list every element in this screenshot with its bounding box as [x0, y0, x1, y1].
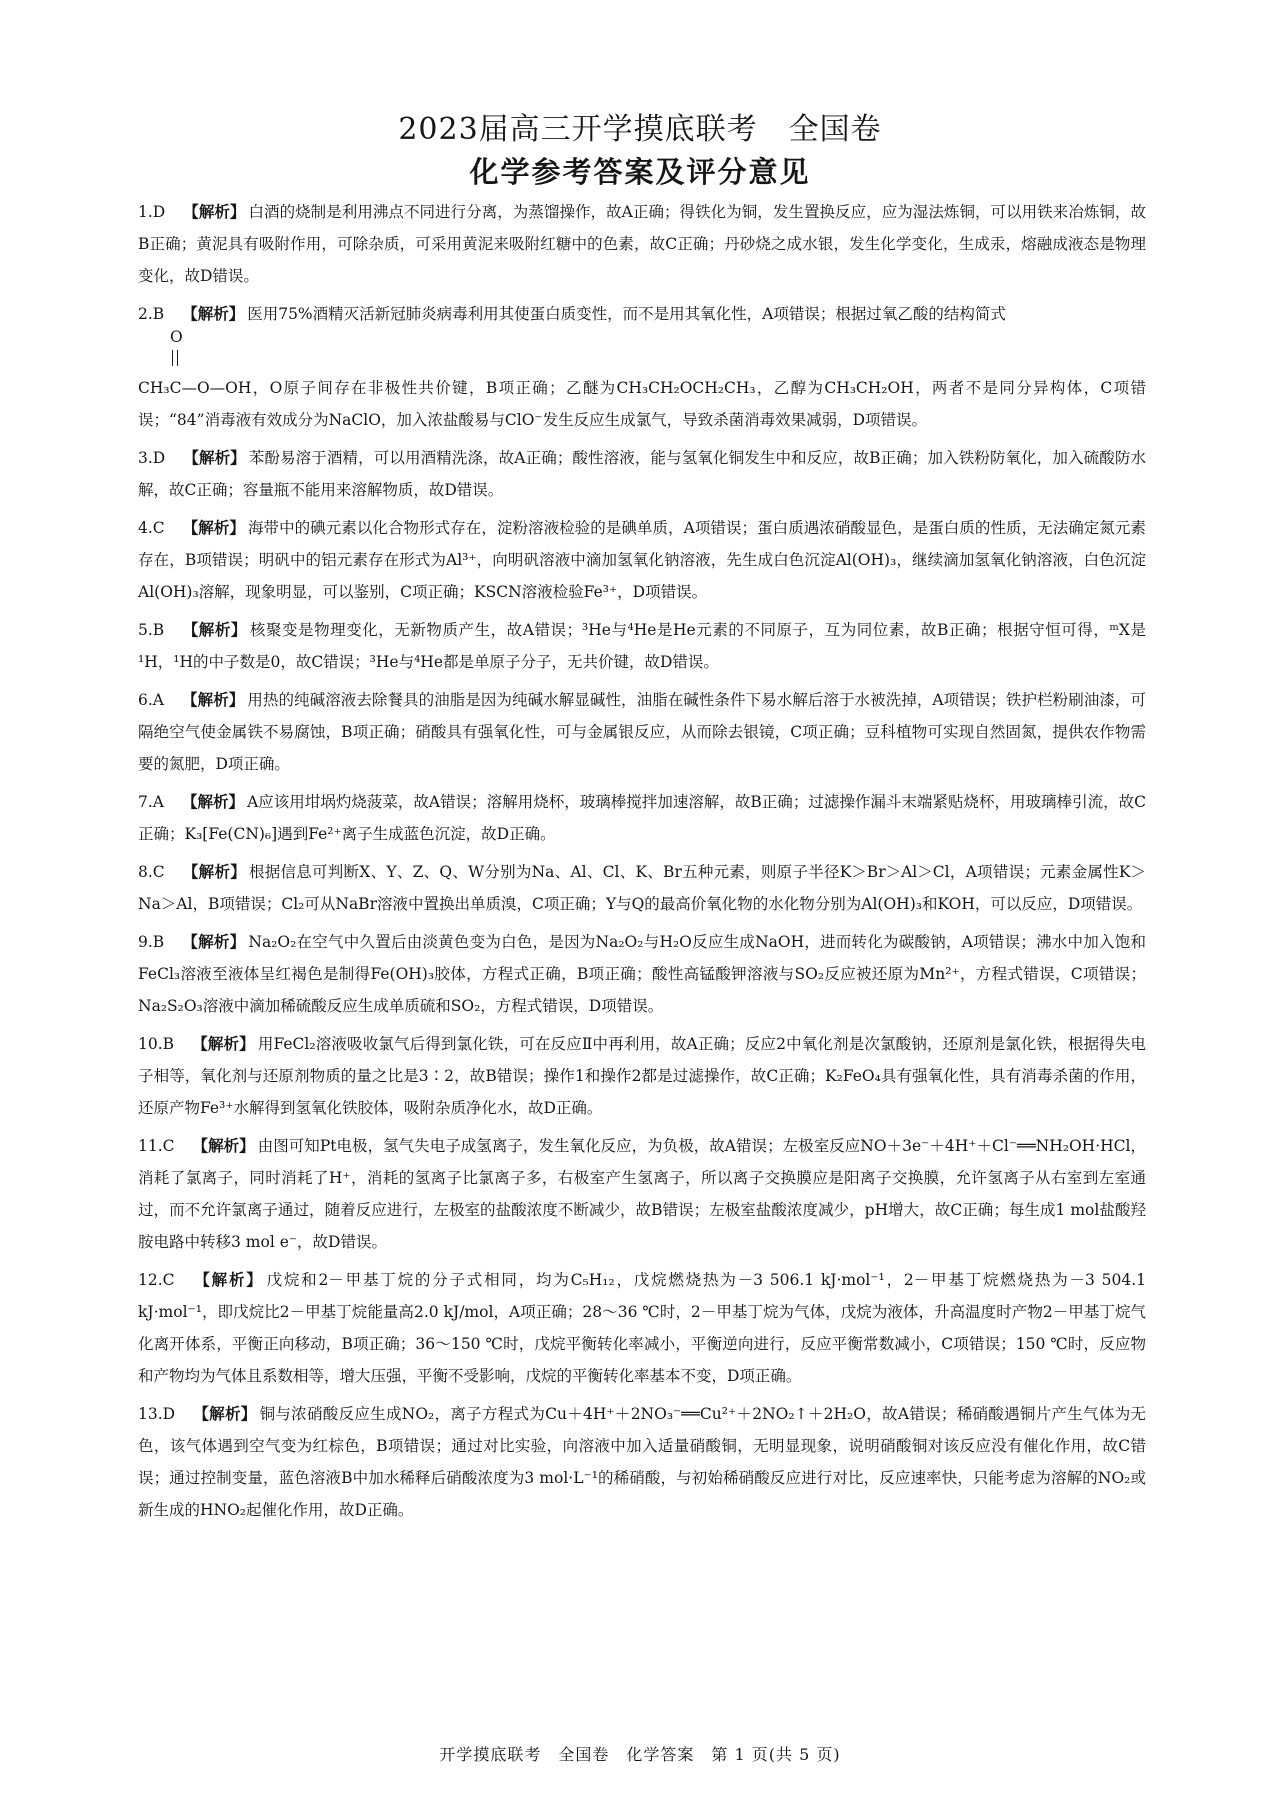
answer-number: 8.C: [138, 863, 165, 881]
answer-number: 10.B: [138, 1035, 175, 1053]
analysis-tag: 【解析】: [183, 448, 246, 467]
answer-number: 6.A: [138, 691, 164, 709]
answer-item-10: [138, 1028, 1146, 1124]
analysis-tag: 【解析】: [192, 1270, 264, 1289]
structural-formula: [138, 330, 1146, 372]
answer-number: 9.B: [138, 933, 165, 951]
page-subtitle: 化学参考答案及评分意见: [469, 155, 811, 189]
answer-text: 海带中的碘元素以化合物形式存在，淀粉溶液检验的是碘单质，A项错误；蛋白质遇浓硝酸显色，是蛋白质的性质，无法确定氮元素存在，B项错误；明矾中的铝元素存在形式为Al³⁺，向明矾溶液中滴加氢氧化钠溶液，先生成白色沉淀Al(OH)₃，继续滴加氢氧化钠溶液，白色沉淀Al(OH)₃溶解，现象明显，可以鉴别，C项正确；KSCN溶液检验Fe³⁺，D项错误。: [138, 519, 1146, 601]
answer-text: Na₂O₂在空气中久置后由淡黄色变为白色，是因为Na₂O₂与H₂O反应生成NaOH，进而转化为碳酸钠，A项错误；沸水中加入饱和FeCl₃溶液至液体呈红褐色是制得Fe(OH)₃胶体，方程式正确，B项正确；酸性高锰酸钾溶液与SO₂反应被还原为Mn²⁺，方程式错误，C项错误；Na₂S₂O₃溶液中滴加稀硫酸反应生成单质硫和SO₂，方程式错误，D项错误。: [138, 933, 1146, 1015]
answer-item-6: [138, 684, 1146, 780]
answer-number: 13.D: [138, 1405, 176, 1423]
answer-item-3: [138, 442, 1146, 506]
analysis-tag: 【解析】: [181, 690, 245, 709]
answer-text: 由图可知Pt电极，氢气失电子成氢离子，发生氧化反应，为负极，故A错误；左极室反应NO＋3e⁻＋4H⁺＋Cl⁻══NH₂OH·HCl，消耗了氯离子，同时消耗了H⁺，消耗的氢离子比氯离子多，右极室产生氢离子，所以离子交换膜应是阳离子交换膜，允许氢离子从右室到左室通过，而不允许氯离子通过，随着反应进行，左极室的盐酸浓度不断减少，故B错误；左极室盐酸浓度减少，pH增大，故C正确；每生成1 mol盐酸羟胺电路中转移3 mol e⁻，故D错误。: [138, 1137, 1146, 1251]
answer-text: CH₃C—O—OH，O原子间存在非极性共价键，B项正确；乙醚为CH₃CH₂OCH₂CH₃，乙醇为CH₃CH₂OH，两者不是同分异构体，C项错误；“84”消毒液有效成分为NaClO，加入浓盐酸易与ClO⁻发生反应生成氯气，导致杀菌消毒效果减弱，D项错误。: [138, 379, 1146, 429]
answer-number: 7.A: [138, 793, 164, 811]
double-bond-mark: [172, 350, 178, 366]
analysis-tag: 【解析】: [182, 518, 245, 537]
answer-item-5: [138, 614, 1146, 678]
answer-item-9: [138, 926, 1146, 1022]
analysis-tag: 【解析】: [192, 1034, 255, 1053]
page-title: 2023届高三开学摸底联考 全国卷: [398, 112, 882, 147]
answer-item-2-continued: [138, 372, 1146, 436]
answer-text: 用FeCl₂溶液吸收氯气后得到氯化铁，可在反应Ⅱ中再利用，故A正确；反应2中氧化剂是次氯酸钠，还原剂是氯化铁，根据得失电子相等，氧化剂与还原剂物质的量之比是3∶2，故B错误；操作1和操作2都是过滤操作，故C正确；K₂FeO₄具有强氧化性，具有消毒杀菌的作用，还原产物Fe³⁺水解得到氢氧化铁胶体，吸附杂质净化水，故D正确。: [138, 1035, 1146, 1117]
answer-item-13: [138, 1398, 1146, 1526]
analysis-tag: 【解析】: [183, 202, 246, 221]
answer-item-7: [138, 786, 1146, 850]
answer-text: 戊烷和2－甲基丁烷的分子式相同，均为C₅H₁₂，戊烷燃烧热为－3 506.1 kJ·mol⁻¹，2－甲基丁烷燃烧热为－3 504.1 kJ·mol⁻¹，即戊烷比2－甲基丁烷能量高2.0 kJ/mol，A项正确；28～36 ℃时，2－甲基丁烷为气体，戊烷为液体，升高温度时产物2－甲基丁烷气化离开体系，平衡正向移动，B项正确；36～150 ℃时，戊烷平衡转化率减小，平衡逆向进行，反应平衡常数减小，C项错误；150 ℃时，反应物和产物均为气体且系数相等，增大压强，平衡不受影响，戊烷的平衡转化率基本不变，D项正确。: [138, 1271, 1146, 1385]
answer-text: 苯酚易溶于酒精，可以用酒精洗涤，故A正确；酸性溶液，能与氢氧化铜发生中和反应，故B正确；加入铁粉防氧化，加入硫酸防水解，故C正确；容量瓶不能用来溶解物质，故D错误。: [138, 449, 1146, 499]
answer-number: 12.C: [138, 1271, 175, 1289]
formula-oxygen-label: O: [170, 328, 183, 346]
analysis-tag: 【解析】: [182, 620, 247, 639]
answer-number: 3.D: [138, 449, 166, 467]
page-footer: 开学摸底联考 全国卷 化学答案 第 1 页(共 5 页): [439, 1745, 841, 1764]
answer-text: 用热的纯碱溶液去除餐具的油脂是因为纯碱水解显碱性，油脂在碱性条件下易水解后溶于水被洗掉，A项错误；铁护栏粉刷油漆，可隔绝空气使金属铁不易腐蚀，B项正确；硝酸具有强氧化性，可与金属银反应，从而除去银镜，C项正确；豆科植物可实现自然固氮，提供农作物需要的氮肥，D项正确。: [138, 691, 1146, 773]
answer-number: 2.B: [138, 305, 165, 323]
answer-text: 铜与浓硝酸反应生成NO₂，离子方程式为Cu＋4H⁺＋2NO₃⁻══Cu²⁺＋2NO₂↑＋2H₂O，故A错误；稀硝酸遇铜片产生气体为无色，该气体遇到空气变为红棕色，B项错误；通过对比实验，向溶液中加入适量硝酸铜，无明显现象，说明硝酸铜对该反应没有催化作用，故C错误；通过控制变量，蓝色溶液B中加水稀释后硝酸浓度为3 mol·L⁻¹的稀硝酸，与初始稀硝酸反应进行对比，反应速率快，只能考虑为溶解的NO₂或新生成的HNO₂起催化作用，故D正确。: [138, 1405, 1146, 1519]
analysis-tag: 【解析】: [182, 932, 246, 951]
answer-text: 白酒的烧制是利用沸点不同进行分离，为蒸馏操作，故A正确；得铁化为铜，发生置换反应，应为湿法炼铜，可以用铁来冶炼铜，故B正确；黄泥具有吸附作用，可除杂质，可采用黄泥来吸附红糖中的色素，故C正确；丹砂烧之成水银，发生化学变化，生成汞，熔融成液态是物理变化，故D错误。: [138, 203, 1146, 285]
answer-number: 5.B: [138, 621, 165, 639]
analysis-tag: 【解析】: [192, 1136, 255, 1155]
answer-item-11: [138, 1130, 1146, 1258]
answer-item-12: [138, 1264, 1146, 1392]
answer-item-8: [138, 856, 1146, 920]
analysis-tag: 【解析】: [193, 1404, 257, 1423]
answer-number: 11.C: [138, 1137, 175, 1155]
answer-number: 1.D: [138, 203, 166, 221]
answer-item-1: [138, 196, 1146, 292]
answer-text: A应该用坩埚灼烧菠菜，故A错误；溶解用烧杯，玻璃棒搅拌加速溶解，故B正确；过滤操作漏斗末端紧贴烧杯，用玻璃棒引流，故C正确；K₃[Fe(CN)₆]遇到Fe²⁺离子生成蓝色沉淀，故D正确。: [138, 793, 1146, 843]
answer-number: 4.C: [138, 519, 165, 537]
analysis-tag: 【解析】: [181, 792, 245, 811]
answer-item-4: [138, 512, 1146, 608]
answer-text: 核聚变是物理变化，无新物质产生，故A错误；³He与⁴He是He元素的不同原子，互为同位素，故B正确；根据守恒可得，ᵐX是¹H，¹H的中子数是0，故C错误；³He与⁴He都是单原子分子，无共价键，故D错误。: [138, 621, 1146, 671]
answer-text: 医用75%酒精灭活新冠肺炎病毒利用其使蛋白质变性，而不是用其氧化性，A项错误；根据过氧乙酸的结构简式: [247, 305, 1006, 323]
analysis-tag: 【解析】: [182, 862, 246, 881]
analysis-tag: 【解析】: [182, 304, 245, 323]
answer-text: 根据信息可判断X、Y、Z、Q、W分别为Na、Al、Cl、K、Br五种元素，则原子半径K＞Br＞Al＞Cl，A项错误；元素金属性K＞Na＞Al，B项错误；Cl₂可从NaBr溶液中置换出单质溴，C项正确；Y与Q的最高价氧化物的水化物分别为Al(OH)₃和KOH，可以反应，D项错误。: [138, 863, 1146, 913]
answer-list: [138, 196, 1146, 1532]
answer-item-2: [138, 298, 1146, 330]
